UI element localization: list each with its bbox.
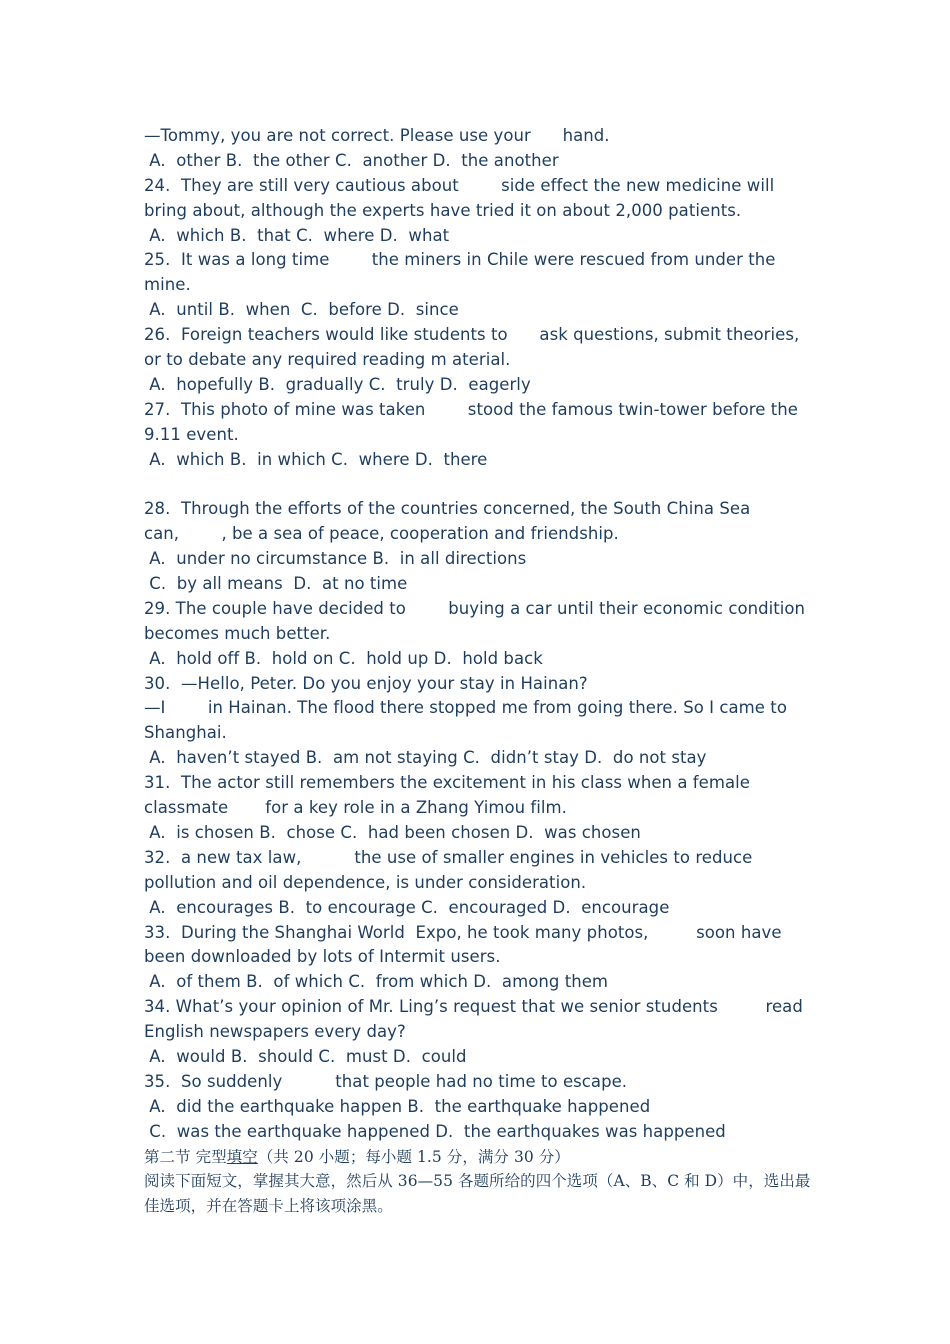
text-line: A. of them B. of which C. from which D. among them: [144, 972, 609, 992]
text-line: C. by all means D. at no time: [144, 574, 408, 594]
text-line: 9.11 event.: [144, 424, 239, 444]
text-line: A. did the earthquake happen B. the earthquake happened: [144, 1096, 651, 1116]
text-line: A. which B. in which C. where D. there: [144, 449, 488, 469]
text-line: pollution and oil dependence, is under consideration.: [144, 872, 587, 892]
text-line: 34. What’s your opinion of Mr. Ling’s request that we senior students read: [144, 997, 803, 1017]
text-line: A. other B. the other C. another D. the another: [144, 150, 559, 170]
text-line: C. was the earthquake happened D. the earthquakes was happened: [144, 1121, 726, 1141]
text-line: 32. a new tax law, the use of smaller engines in vehicles to reduce: [144, 847, 753, 867]
text-line: 29. The couple have decided to buying a car until their economic condition: [144, 598, 806, 618]
text-line: 27. This photo of mine was taken stood the famous twin-tower before the: [144, 399, 799, 419]
text-line: 31. The actor still remembers the excitement in his class when a female: [144, 773, 750, 793]
questions-23-27: [144, 124, 824, 472]
text-line: been downloaded by lots of Intermit users.: [144, 947, 501, 967]
text-line: 33. During the Shanghai World Expo, he took many photos, soon have: [144, 922, 782, 942]
text-line: A. under no circumstance B. in all directions: [144, 549, 527, 569]
text-line: A. would B. should C. must D. could: [144, 1046, 467, 1066]
section-heading-suffix: （共 20 小题；每小题 1.5 分，满分 30 分）: [257, 1147, 570, 1166]
text-line: 28. Through the efforts of the countries concerned, the South China Sea: [144, 499, 751, 519]
text-line: A. until B. when C. before D. since: [144, 300, 459, 320]
text-line: —I in Hainan. The flood there stopped me from going there. So I came to: [144, 698, 787, 718]
text-line: A. which B. that C. where D. what: [144, 225, 450, 245]
text-line: English newspapers every day?: [144, 1022, 406, 1042]
section-instruction-line-1: 阅读下面短文，掌握其大意，然后从 36—55 各题所给的四个选项（A、B、C 和 D）中，选出最: [144, 1172, 811, 1191]
text-line: becomes much better.: [144, 623, 331, 643]
questions-28-35: [144, 497, 824, 1144]
section-heading-underlined: 填空: [226, 1147, 258, 1166]
text-line: 26. Foreign teachers would like students to ask questions, submit theories,: [144, 325, 800, 345]
text-line: mine.: [144, 275, 191, 295]
text-line: 35. So suddenly that people had no time to escape.: [144, 1071, 628, 1091]
text-line: A. is chosen B. chose C. had been chosen D. was chosen: [144, 822, 641, 842]
text-line: A. haven’t stayed B. am not staying C. didn’t stay D. do not stay: [144, 748, 707, 768]
text-line: or to debate any required reading m aterial.: [144, 350, 511, 370]
text-line: 25. It was a long time the miners in Chile were rescued from under the: [144, 250, 776, 270]
section-heading: [144, 1145, 824, 1170]
blank-line: [144, 472, 824, 497]
text-line: A. hold off B. hold on C. hold up D. hold back: [144, 648, 543, 668]
text-line: 24. They are still very cautious about side effect the new medicine will: [144, 175, 775, 195]
text-line: classmate for a key role in a Zhang Yimou film.: [144, 798, 567, 818]
text-line: Shanghai.: [144, 723, 227, 743]
section-instruction-line-2: 佳选项，并在答题卡上将该项涂黑。: [144, 1197, 393, 1216]
text-line: —Tommy, you are not correct. Please use your hand.: [144, 126, 610, 145]
text-line: A. encourages B. to encourage C. encouraged D. encourage: [144, 897, 670, 917]
text-line: can, , be a sea of peace, cooperation and friendship.: [144, 524, 619, 544]
document-page: [144, 124, 824, 1219]
section-heading-prefix: 第二节 完型: [144, 1147, 227, 1166]
text-line: bring about, although the experts have tried it on about 2,000 patients.: [144, 200, 742, 220]
text-line: A. hopefully B. gradually C. truly D. eagerly: [144, 374, 531, 394]
text-line: 30. —Hello, Peter. Do you enjoy your stay in Hainan?: [144, 673, 588, 693]
